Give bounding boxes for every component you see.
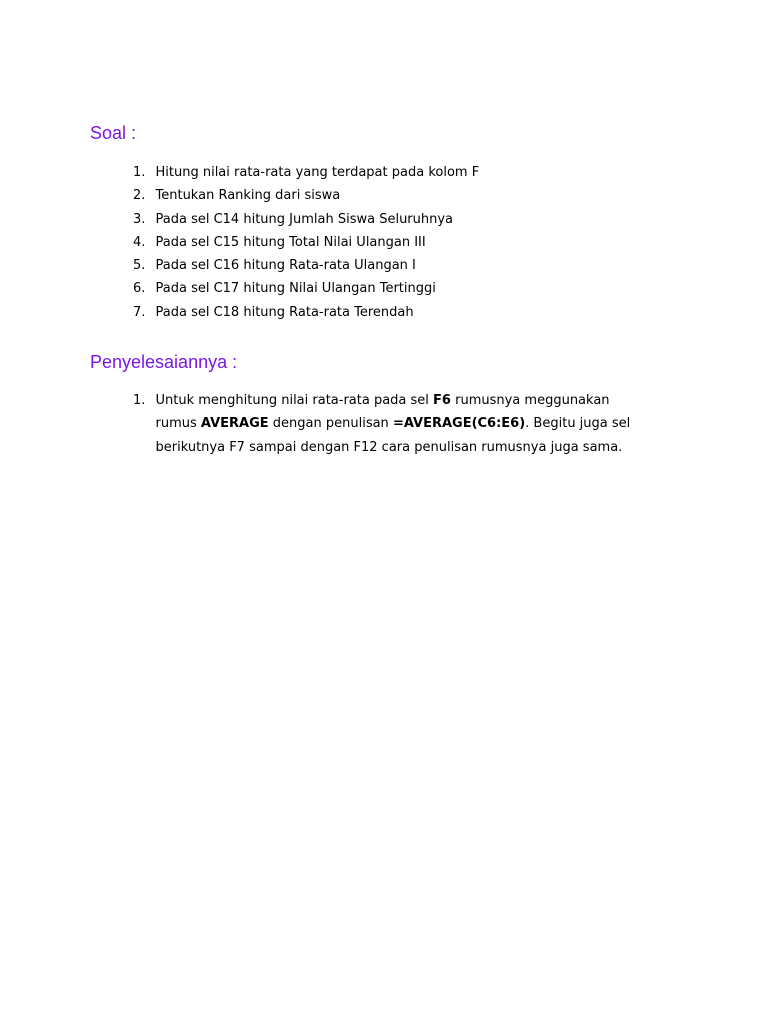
question-list xyxy=(130,161,650,324)
list-number: 7. xyxy=(133,304,146,320)
list-item-text: Tentukan Ranking dari siswa xyxy=(155,188,341,204)
list-number: 1. xyxy=(133,165,146,180)
text-run: Untuk menghitung nilai rata-rata pada sel xyxy=(155,393,434,408)
list-item xyxy=(130,254,650,277)
list-item-text: Pada sel C17 hitung Nilai Ulangan Tertinggi xyxy=(155,281,436,297)
list-item-text: Pada sel C18 hitung Rata-rata Terendah xyxy=(155,304,414,320)
list-number: 5. xyxy=(133,258,146,274)
list-item-text: Pada sel C15 hitung Total Nilai Ulangan III xyxy=(155,234,426,250)
list-number: 3. xyxy=(133,211,146,227)
list-item xyxy=(130,208,650,231)
list-item-text: Hitung nilai rata-rata yang terdapat pada kolom F xyxy=(155,165,480,180)
bold-formula: =AVERAGE(C6:E6) xyxy=(392,416,526,432)
list-number: 6. xyxy=(133,281,146,297)
list-number: 2. xyxy=(133,188,146,204)
list-number: 1. xyxy=(133,393,146,408)
list-item xyxy=(130,389,650,459)
list-item xyxy=(130,184,650,207)
bold-function-name: AVERAGE xyxy=(200,416,269,432)
section-heading-soal: Soal : xyxy=(90,123,137,143)
text-run: . Begitu juga sel berikutnya F7 sampai dengan F12 cara penulisan rumusnya juga sama. xyxy=(155,416,631,455)
list-item xyxy=(130,301,650,324)
list-number: 4. xyxy=(133,234,146,250)
solution-list xyxy=(130,389,650,459)
section-heading-penyelesaian: Penyelesaiannya : xyxy=(90,352,238,372)
list-item-text: Pada sel C16 hitung Rata-rata Ulangan I xyxy=(155,258,416,274)
list-item-text: Pada sel C14 hitung Jumlah Siswa Seluruhnya xyxy=(155,211,454,227)
list-item xyxy=(130,277,650,300)
list-item xyxy=(130,231,650,254)
list-item xyxy=(130,161,650,184)
list-item-text xyxy=(156,393,631,455)
text-run: rumusnya meggunakan rumus xyxy=(155,393,610,432)
text-run: dengan penulisan xyxy=(268,416,393,432)
bold-cell-ref: F6 xyxy=(433,393,451,408)
